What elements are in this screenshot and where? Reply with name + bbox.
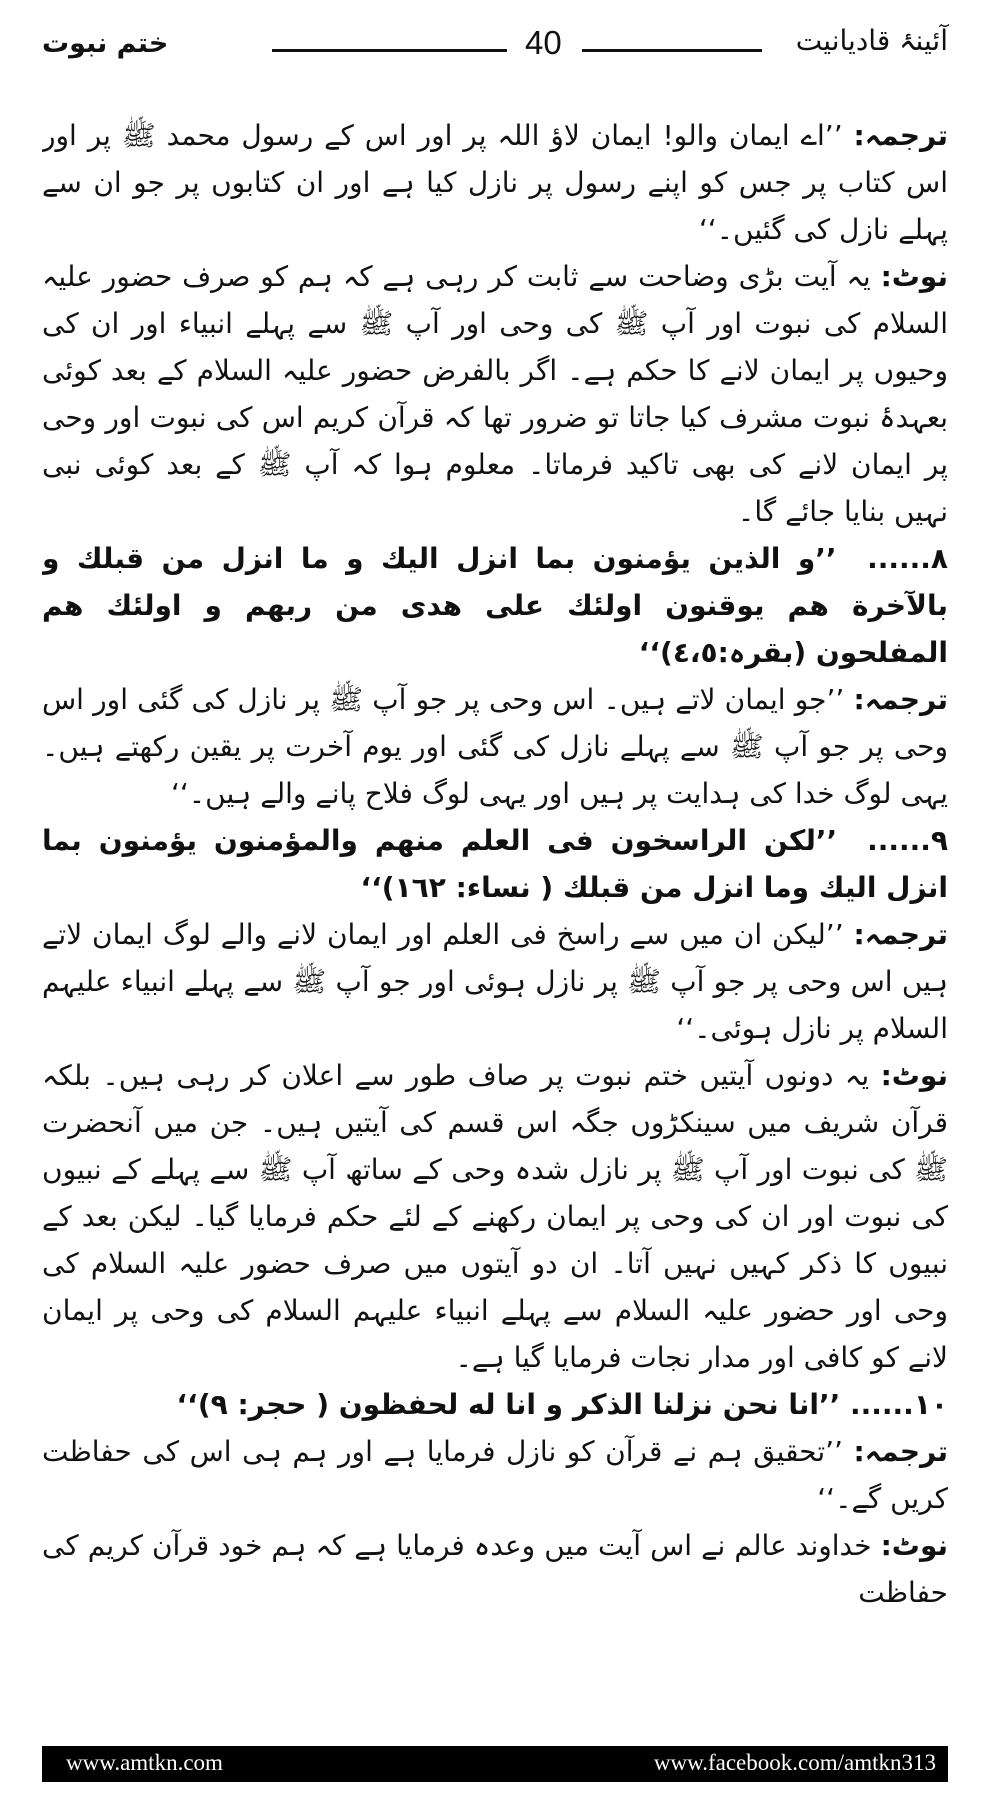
note-label: نوٹ: — [880, 1059, 948, 1092]
header-rule-right — [582, 49, 762, 52]
note-label: نوٹ: — [880, 260, 948, 293]
verse-paragraph — [42, 1381, 948, 1428]
translation-label: ترجمہ: — [853, 1435, 948, 1468]
translation-paragraph — [42, 676, 948, 817]
verse-text: ’’انا نحن نزلنا الذکر و انا له لحفظون ( حجر: ٩)‘‘ — [176, 1388, 841, 1421]
facebook-link: www.facebook.com/amtkn313 — [653, 1750, 936, 1775]
note-paragraph — [42, 1052, 948, 1381]
translation-paragraph — [42, 112, 948, 253]
verse-number: ۹...... — [867, 824, 948, 857]
translation-label: ترجمہ: — [853, 119, 948, 152]
note-paragraph — [42, 1522, 948, 1616]
book-title: آئینۂ قادیانیت — [795, 24, 948, 57]
note-text: خداوند عالم نے اس آیت میں وعدہ فرمایا ہے کہ ہم خود قرآن کریم کی حفاظت — [42, 1529, 948, 1609]
note-label: نوٹ: — [880, 1529, 948, 1562]
translation-label: ترجمہ: — [853, 683, 948, 716]
translation-text: ’’تحقیق ہم نے قرآن کو نازل فرمایا ہے اور ہم ہی اس کی حفاظت کریں گے۔‘‘ — [42, 1435, 948, 1515]
note-text: یہ دونوں آیتیں ختم نبوت پر صاف طور سے اعلان کر رہی ہیں۔ بلکہ قرآن شریف میں سینکڑوں جگہ اس قسم کی آیتیں ہیں۔ جن میں آنحضرت ﷺ کی نبوت اور آپ ﷺ پر نازل شدہ وحی کے ساتھ آپ ﷺ سے پہلے کے نبیوں کی نبوت اور ان کی وحی پر ایمان رکھنے کے لئے حکم فرمایا گیا۔ لیکن بعد کے نبیوں کا ذکر کہیں نہیں آتا۔ ان دو آیتوں میں صرف حضور علیہ السلام کی وحی اور حضور علیہ السلام سے پہلے انبیاء علیہم السلام کی وحی پر ایمان لانے کو کافی اور مدار نجات فرمایا گیا ہے۔ — [42, 1059, 948, 1374]
verse-text: ’’و الذین یؤمنون بما انزل الیك و ما انزل من قبلك و بالآخرة هم یوقنون اولئك علی هدی من ربهم و اولئك هم المفلحون (بقرہ:٤،٥)‘‘ — [42, 542, 948, 669]
note-paragraph — [42, 253, 948, 535]
page-body — [42, 112, 948, 1728]
section-title: ختم نبوت — [42, 28, 169, 59]
note-text: یہ آیت بڑی وضاحت سے ثابت کر رہی ہے کہ ہم کو صرف حضور علیہ السلام کی نبوت اور آپ ﷺ کی وحی اور آپ ﷺ سے پہلے انبیاء اور ان کی وحیوں پر ایمان لانے کا حکم ہے۔ اگر بالفرض حضور علیہ السلام کے بعد کوئی بعہدۂ نبوت مشرف کیا جاتا تو ضرور تھا کہ قرآن کریم اس کی نبوت اور وحی پر ایمان لانے کی بھی تاکید فرماتا۔ معلوم ہوا کہ آپ ﷺ کے بعد کوئی نبی نہیں بنایا جائے گا۔ — [42, 260, 948, 528]
verse-number: ۸...... — [867, 542, 948, 575]
verse-number: ۱۰...... — [849, 1388, 948, 1421]
translation-paragraph — [42, 911, 948, 1052]
verse-paragraph — [42, 817, 948, 911]
translation-label: ترجمہ: — [853, 918, 948, 951]
website-link: www.amtkn.com — [66, 1750, 223, 1775]
translation-paragraph — [42, 1428, 948, 1522]
translation-text: ’’جو ایمان لاتے ہیں۔ اس وحی پر جو آپ ﷺ پر نازل کی گئی اور اس وحی پر جو آپ ﷺ سے پہلے نازل کی گئی اور یوم آخرت پر یقین رکھتے ہیں۔ یہی لوگ خدا کی ہدایت پر ہیں اور یہی لوگ فلاح پانے والے ہیں۔‘‘ — [42, 683, 948, 810]
page-footer — [42, 1746, 948, 1782]
translation-text: ’’لیکن ان میں سے راسخ فی العلم اور ایمان لانے والے لوگ ایمان لاتے ہیں اس وحی پر جو آپ ﷺ پر نازل ہوئی اور جو آپ ﷺ سے پہلے انبیاء علیہم السلام پر نازل ہوئی۔‘‘ — [42, 918, 948, 1045]
page-number: 40 — [525, 24, 562, 61]
header-rule-left — [272, 49, 507, 52]
verse-paragraph — [42, 535, 948, 676]
page-header — [42, 24, 948, 80]
verse-text: ’’لکن الراسخون فی العلم منهم والمؤمنون یؤمنون بما انزل الیك وما انزل من قبلك ( نساء: ١٦٢)‘‘ — [42, 824, 948, 904]
translation-text: ’’اے ایمان والو! ایمان لاؤ اللہ پر اور اس کے رسول محمد ﷺ پر اور اس کتاب پر جس کو اپنے رسول پر نازل کیا ہے اور ان کتابوں پر جو ان سے پہلے نازل کی گئیں۔‘‘ — [42, 119, 948, 246]
